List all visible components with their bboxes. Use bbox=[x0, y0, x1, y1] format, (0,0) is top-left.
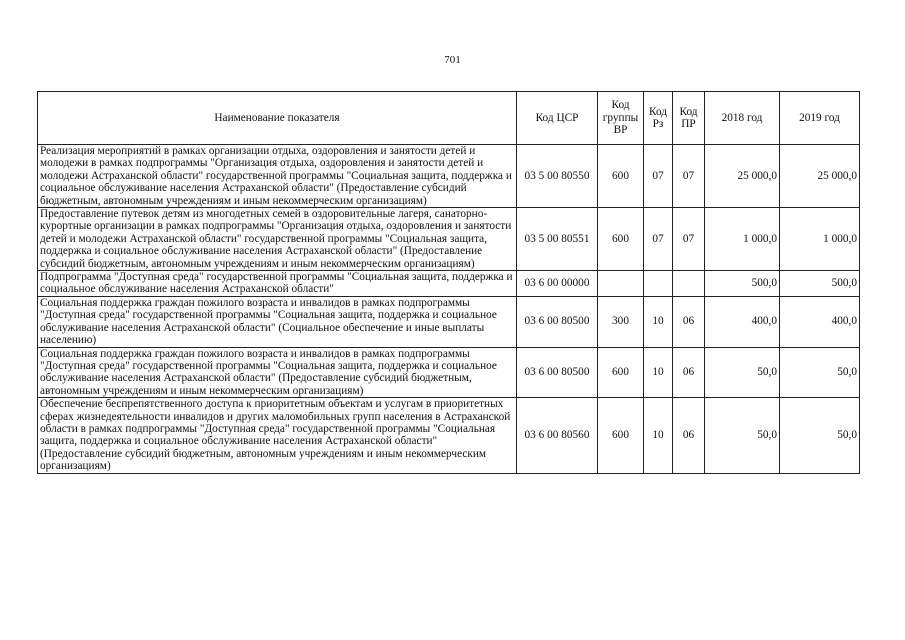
row-rz: 10 bbox=[644, 296, 673, 347]
row-name: Обеспечение беспрепятственного доступа к приоритетным объектам и услугам в приоритетных сферах жизнедеятельности инвалидов и других маломобильных групп населения в Астраханской области в рамках подпрограммы "Доступная среда" государственной программы "Социальная защита, поддержка и социальное обслуживание населения Астраханской области" (Предоставление субсидий бюджетным, автономным учреждениям и иным некоммерческим организациям) bbox=[38, 398, 517, 473]
budget-table bbox=[37, 91, 860, 474]
row-rz: 07 bbox=[644, 145, 673, 208]
row-name: Подпрограмма "Доступная среда" государственной программы "Социальная защита, поддержка и социальное обслуживание населения Астраханской области" bbox=[38, 271, 517, 297]
row-2018: 500,0 bbox=[705, 271, 780, 297]
row-rz: 07 bbox=[644, 208, 673, 271]
header-name: Наименование показателя bbox=[38, 92, 517, 145]
table-header-row bbox=[38, 92, 860, 145]
table-row bbox=[38, 398, 860, 473]
row-vr: 600 bbox=[598, 347, 644, 398]
header-pr: Код ПР bbox=[673, 92, 705, 145]
row-vr: 600 bbox=[598, 208, 644, 271]
page-number: 701 bbox=[444, 54, 461, 66]
row-pr: 06 bbox=[673, 347, 705, 398]
table-row bbox=[38, 296, 860, 347]
header-csr: Код ЦСР bbox=[517, 92, 598, 145]
row-csr: 03 6 00 80500 bbox=[517, 296, 598, 347]
row-pr: 06 bbox=[673, 296, 705, 347]
row-2018: 25 000,0 bbox=[705, 145, 780, 208]
row-csr: 03 6 00 80500 bbox=[517, 347, 598, 398]
row-vr: 300 bbox=[598, 296, 644, 347]
row-vr: 600 bbox=[598, 145, 644, 208]
header-vr: Код группы ВР bbox=[598, 92, 644, 145]
row-csr: 03 6 00 80560 bbox=[517, 398, 598, 473]
row-csr: 03 5 00 80551 bbox=[517, 208, 598, 271]
table-row bbox=[38, 208, 860, 271]
row-rz: 10 bbox=[644, 347, 673, 398]
row-rz bbox=[644, 271, 673, 297]
row-pr: 07 bbox=[673, 208, 705, 271]
header-2019: 2019 год bbox=[780, 92, 860, 145]
row-name: Социальная поддержка граждан пожилого возраста и инвалидов в рамках подпрограммы "Доступная среда" государственной программы "Социальная защита, поддержка и социальное обслуживание населения Астраханской области" (Предоставление субсидий бюджетным, автономным учреждениям и иным некоммерческим организациям) bbox=[38, 347, 517, 398]
row-vr: 600 bbox=[598, 398, 644, 473]
row-vr bbox=[598, 271, 644, 297]
row-2019: 50,0 bbox=[780, 398, 860, 473]
row-2019: 500,0 bbox=[780, 271, 860, 297]
table-row bbox=[38, 271, 860, 297]
row-2019: 1 000,0 bbox=[780, 208, 860, 271]
row-csr: 03 6 00 00000 bbox=[517, 271, 598, 297]
row-2019: 25 000,0 bbox=[780, 145, 860, 208]
header-rz: Код Рз bbox=[644, 92, 673, 145]
row-2018: 400,0 bbox=[705, 296, 780, 347]
row-rz: 10 bbox=[644, 398, 673, 473]
row-2018: 50,0 bbox=[705, 347, 780, 398]
table-row bbox=[38, 145, 860, 208]
row-name: Социальная поддержка граждан пожилого возраста и инвалидов в рамках подпрограммы "Доступная среда" государственной программы "Социальная защита, поддержка и социальное обслуживание населения Астраханской области" (Социальное обеспечение и иные выплаты населению) bbox=[38, 296, 517, 347]
row-2019: 400,0 bbox=[780, 296, 860, 347]
row-2019: 50,0 bbox=[780, 347, 860, 398]
row-name: Реализация мероприятий в рамках организации отдыха, оздоровления и занятости детей и молодежи в рамках подпрограммы "Организация отдыха, оздоровления и занятости детей и молодежи Астраханской области" государственной программы "Социальная защита, поддержка и социальное обслуживание населения Астраханской области" (Предоставление субсидий бюджетным, автономным учреждениям и иным некоммерческим организациям) bbox=[38, 145, 517, 208]
row-pr: 06 bbox=[673, 398, 705, 473]
row-2018: 1 000,0 bbox=[705, 208, 780, 271]
header-2018: 2018 год bbox=[705, 92, 780, 145]
row-2018: 50,0 bbox=[705, 398, 780, 473]
row-pr bbox=[673, 271, 705, 297]
row-name: Предоставление путевок детям из многодетных семей в оздоровительные лагеря, санаторно-курортные организации в рамках подпрограммы "Организация отдыха, оздоровления и занятости детей и молодежи Астраханской области" государственной программы "Социальная защита, поддержка и социальное обслуживание населения Астраханской области" (Предоставление субсидий бюджетным, автономным учреждениям и иным некоммерческим организациям) bbox=[38, 208, 517, 271]
row-pr: 07 bbox=[673, 145, 705, 208]
row-csr: 03 5 00 80550 bbox=[517, 145, 598, 208]
table-row bbox=[38, 347, 860, 398]
